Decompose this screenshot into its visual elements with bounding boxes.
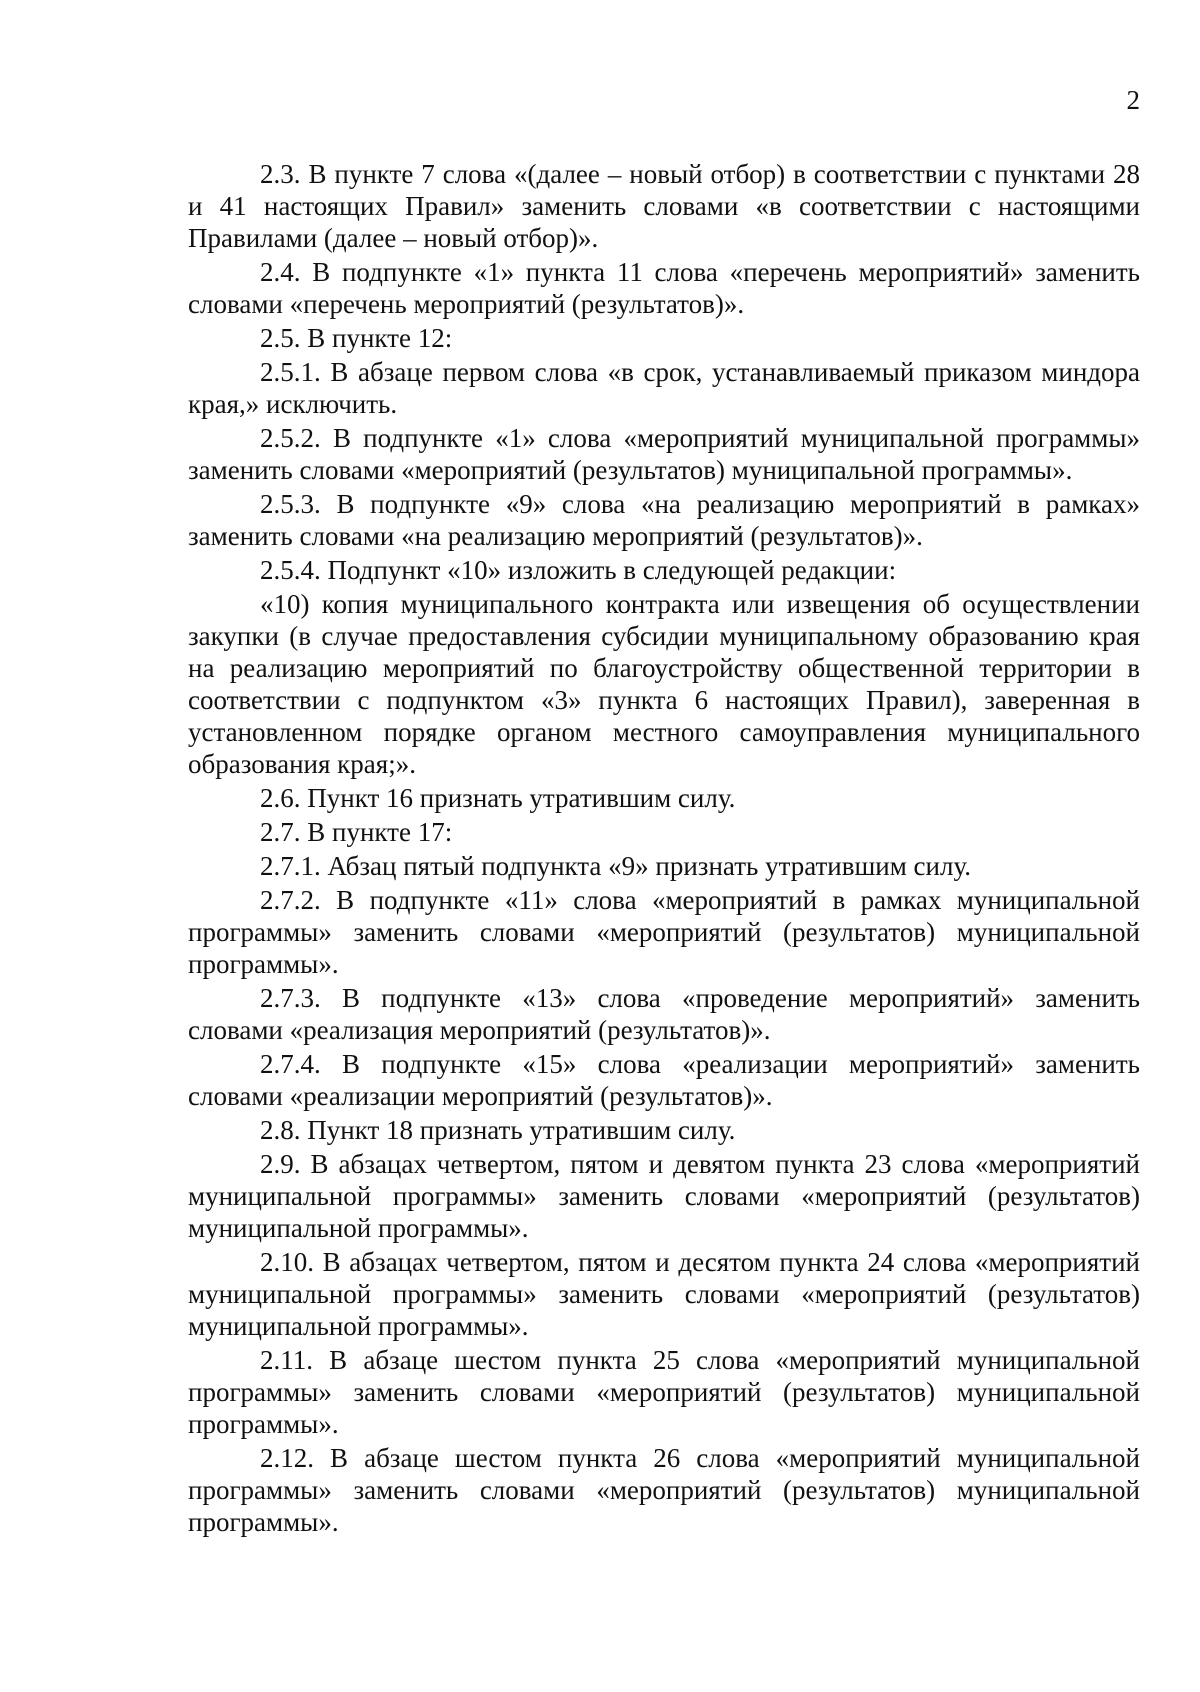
page-number: 2 xyxy=(1126,85,1140,115)
paragraph-2-5-3: 2.5.3. В подпункте «9» слова «на реализацию мероприятий в рамках» заменить словами «на реализацию мероприятий (результатов)». xyxy=(188,489,1140,551)
paragraph-2-7-2: 2.7.2. В подпункте «11» слова «мероприятий в рамках муниципальной программы» заменить словами «мероприятий (результатов) муниципальной программы». xyxy=(188,885,1140,979)
paragraph-2-6: 2.6. Пункт 16 признать утратившим силу. xyxy=(260,783,736,813)
paragraph-2-8: 2.8. Пункт 18 признать утратившим силу. xyxy=(260,1115,736,1145)
document-body xyxy=(188,158,1140,1540)
paragraph-2-5: 2.5. В пункте 12: xyxy=(260,323,453,353)
paragraph-2-5-4: 2.5.4. Подпункт «10» изложить в следующей редакции: xyxy=(260,555,897,585)
paragraph-2-9: 2.9. В абзацах четвертом, пятом и девятом пункта 23 слова «мероприятий муниципальной программы» заменить словами «мероприятий (результатов) муниципальной программы». xyxy=(188,1149,1140,1243)
paragraph-2-12: 2.12. В абзаце шестом пункта 26 слова «мероприятий муниципальной программы» заменить словами «мероприятий (результатов) муниципальной программы». xyxy=(188,1443,1140,1537)
paragraph-2-7-1: 2.7.1. Абзац пятый подпункта «9» признать утратившим силу. xyxy=(260,851,972,881)
paragraph-2-5-2: 2.5.2. В подпункте «1» слова «мероприятий муниципальной программы» заменить словами «мероприятий (результатов) муниципальной программы». xyxy=(188,423,1140,485)
paragraph-2-7-4: 2.7.4. В подпункте «15» слова «реализации мероприятий» заменить словами «реализации мероприятий (результатов)». xyxy=(188,1049,1140,1111)
paragraph-2-11: 2.11. В абзаце шестом пункта 25 слова «мероприятий муниципальной программы» заменить словами «мероприятий (результатов) муниципальной программы». xyxy=(188,1345,1140,1439)
paragraph-2-10: 2.10. В абзацах четвертом, пятом и десятом пункта 24 слова «мероприятий муниципальной программы» заменить словами «мероприятий (результатов) муниципальной программы». xyxy=(188,1247,1140,1341)
paragraph-2-4: 2.4. В подпункте «1» пункта 11 слова «перечень мероприятий» заменить словами «перечень мероприятий (результатов)». xyxy=(188,257,1140,319)
paragraph-2-5-1: 2.5.1. В абзаце первом слова «в срок, устанавливаемый приказом миндора края,» исключить. xyxy=(188,357,1140,419)
paragraph-2-7: 2.7. В пункте 17: xyxy=(260,817,453,847)
paragraph-quoted-10: «10) копия муниципального контракта или извещения об осуществлении закупки (в случае предоставления субсидии муниципальному образованию края на реализацию мероприятий по благоустройству общественной территории в соответствии с подпунктом «3» пункта 6 настоящих Правил), заверенная в установленном порядке органом местного самоуправления муниципального образования края;». xyxy=(188,589,1140,779)
paragraph-2-3: 2.3. В пункте 7 слова «(далее – новый отбор) в соответствии с пунктами 28 и 41 настоящих Правил» заменить словами «в соответствии с настоящими Правилами (далее – новый отбор)». xyxy=(188,159,1140,253)
paragraph-2-7-3: 2.7.3. В подпункте «13» слова «проведение мероприятий» заменить словами «реализация мероприятий (результатов)». xyxy=(188,983,1140,1045)
